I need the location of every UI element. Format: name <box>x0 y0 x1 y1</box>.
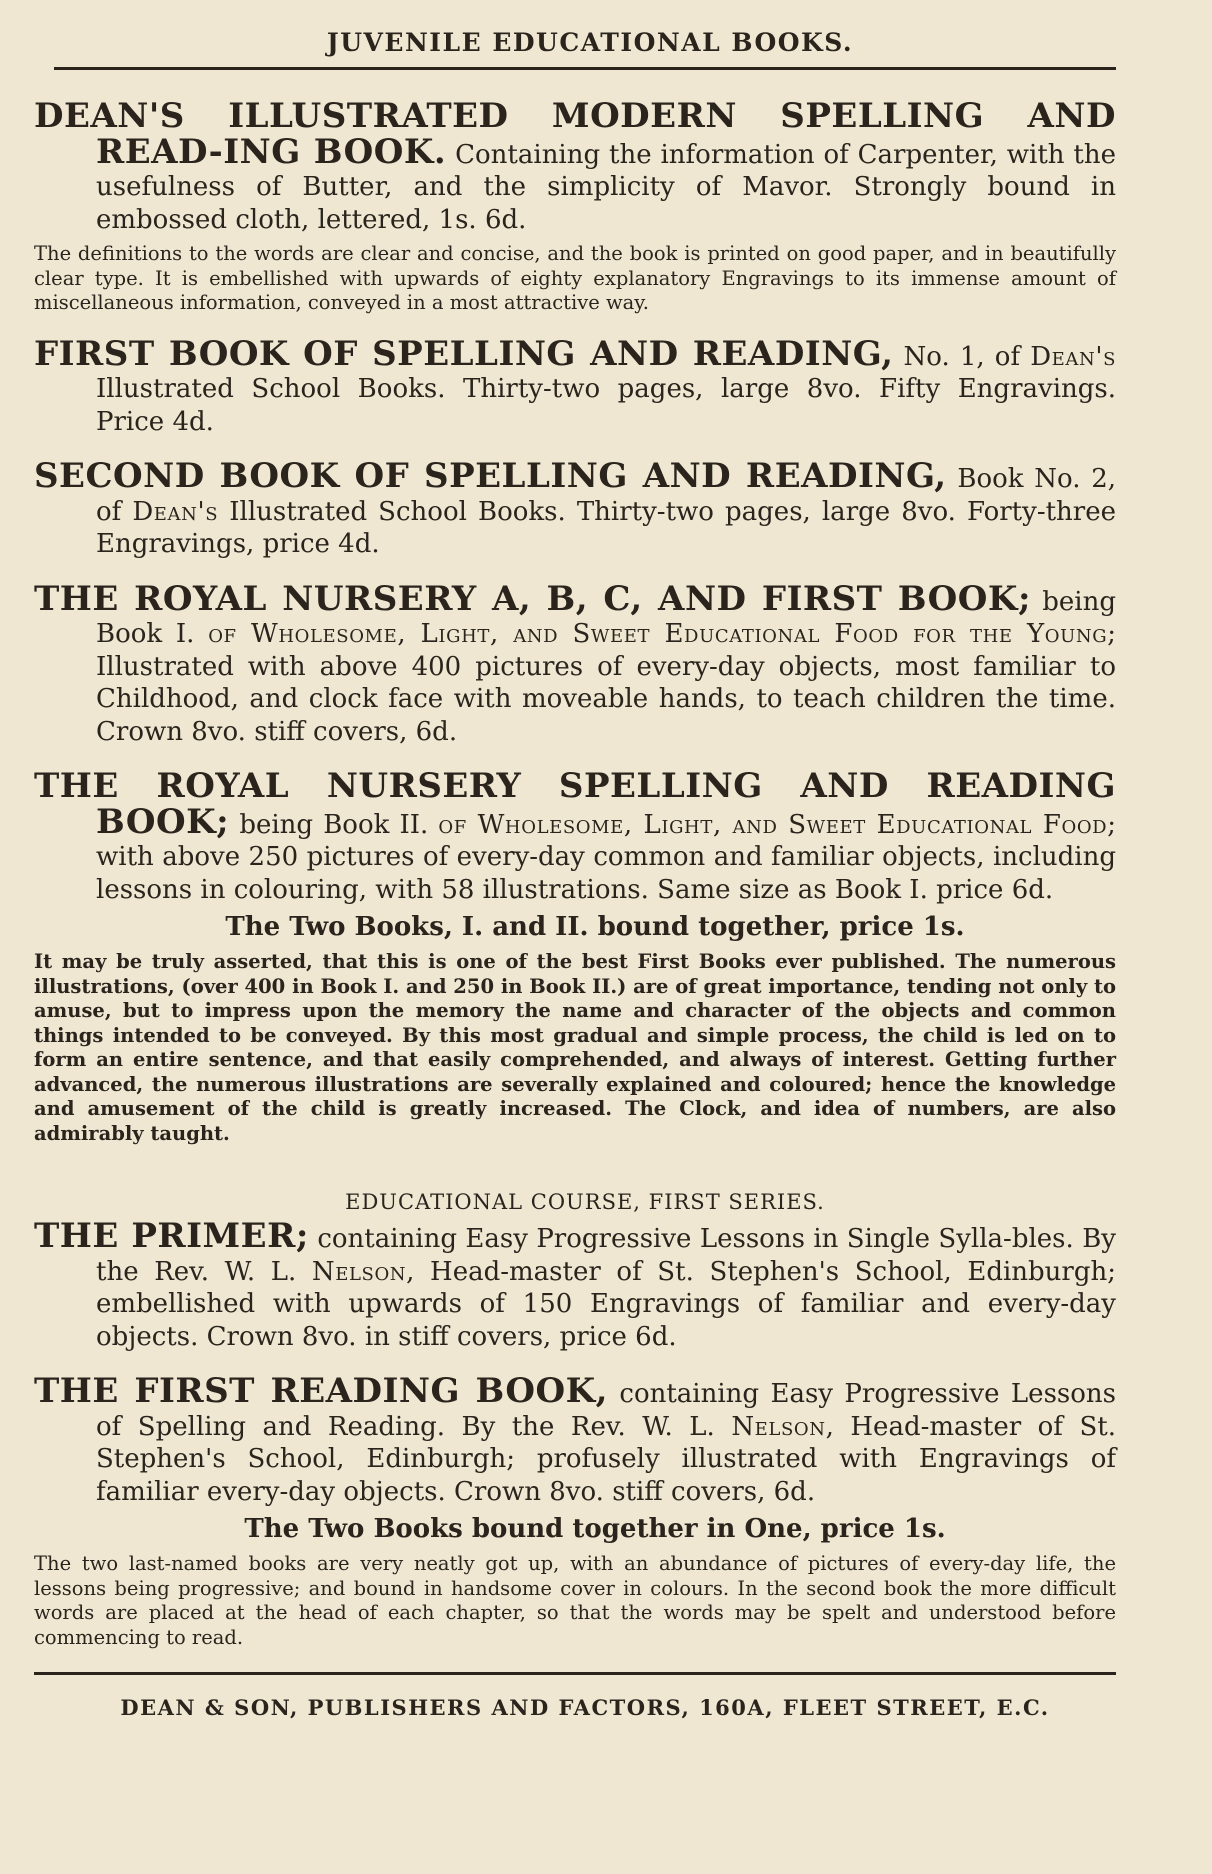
book-entry <box>34 456 1117 561</box>
entry-title: THE PRIMER; <box>34 1216 309 1256</box>
entry-description: ; Illustrated with above 400 pictures of every-day objects, most familiar to Childhood, and clock face with moveable hands, to teach children the time. Crown 8vo. stiff covers, 6d. <box>96 619 1117 747</box>
entry-prefix: being Book II. <box>229 809 439 840</box>
entry-title: DEAN'S ILLUSTRATED MODERN SPELLING AND READ-ING BOOK. <box>34 96 1116 172</box>
entry-text <box>34 333 1117 439</box>
book-entry <box>34 766 1116 1146</box>
entry-note: The definitions to the words are clear and concise, and the book is printed on good paper, and in beautifully clear type. It is embellished with upwards of eighty explanatory Engravings to its immense amount of miscellaneous information, conveyed in a most attractive way. <box>34 242 1116 314</box>
publisher-footer: DEAN & SON, PUBLISHERS AND FACTORS, 160A, FLEET STREET, E.C. <box>120 1695 1050 1720</box>
book-entry <box>34 1371 1116 1650</box>
entry-text <box>34 1216 1117 1353</box>
entry-small-caps: Nelson <box>311 1256 407 1287</box>
entry-title: THE ROYAL NURSERY SPELLING AND READING BOOK; <box>34 766 1116 842</box>
entry-title: THE ROYAL NURSERY A, B, C, AND FIRST BOOK; <box>34 578 1032 619</box>
entry-small-caps: Dean's <box>132 496 219 527</box>
book-entry <box>34 96 1116 316</box>
entry-description: ; with above 250 pictures of every-day common and familiar objects, including lessons in colouring, with 58 illustrations. Same size as Book I. price 6d. <box>96 809 1116 905</box>
entry-prefix: No. 1, of <box>893 341 1031 372</box>
entry-small-caps: Nelson <box>731 1411 826 1442</box>
entry-note: The two last-named books are very neatly got up, with an abundance of pictures of every-day life, the lessons being progressive; and bound in handsome cover in colours. In the second book the more difficult words are placed at the head of each chapter, so that the words may be spelt and understood before commencing to read. <box>34 1552 1116 1649</box>
entry-note: It may be truly asserted, that this is one of the best First Books ever published. The numerous illustrations, (over 400 in Book I. and 250 in Book II.) are of great importance, tending not only to amuse, but to impress upon the memory the name and character of the objects and common things intended to be conveyed. By this most gradual and simple process, the child is led on to form an entire sentence, and that easily comprehended, and always of interest. Getting further advanced, the numerous illustrations are severally explained and coloured; hence the knowledge and amusement of the child is greatly increased. The Clock, and idea of numbers, are also admirably taught. <box>34 950 1116 1145</box>
entry-prefix: containing Easy Progressive Lessons of Spelling and Reading. By the Rev. W. L. <box>96 1379 1116 1442</box>
entry-description: Containing the information of Carpenter, with the usefulness of Butter, and the simplicity of Mavor. Strongly bound in embossed cloth, lettered, 1s. 6d. <box>96 139 1116 235</box>
running-head: JUVENILE EDUCATIONAL BOOKS. <box>326 28 854 57</box>
book-entry <box>34 333 1117 439</box>
top-rule <box>54 67 1116 70</box>
entry-prefix: being Book I. <box>96 586 1117 649</box>
entry-text <box>34 1371 1116 1508</box>
entry-description: , Head-master of St. Stephen's School, Edinburgh; embellished with upwards of 150 Engravings of familiar and every-day objects. Crown 8vo. in stiff covers, price 6d. <box>96 1256 1117 1352</box>
entry-small-caps: of Wholesome, Light, and Sweet Educational Food <box>438 809 1108 840</box>
bundle-price-line: The Two Books, I. and II. bound together, price 1s. <box>225 912 965 942</box>
entry-title: FIRST BOOK OF SPELLING AND READING, <box>34 333 894 374</box>
entry-prefix: Book No. 2, of <box>96 464 1116 527</box>
series-heading: EDUCATIONAL COURSE, FIRST SERIES. <box>345 1190 825 1214</box>
book-entry <box>34 578 1117 749</box>
entry-prefix: containing Easy Progressive Lessons in Single Sylla-bles. By the Rev. W. L. <box>96 1224 1116 1287</box>
bundle-price-line: The Two Books bound together in One, price 1s. <box>244 1514 946 1544</box>
entry-title: SECOND BOOK OF SPELLING AND READING, <box>34 456 947 496</box>
entry-title: THE FIRST READING BOOK, <box>34 1371 608 1411</box>
entry-description: , Head-master of St. Stephen's School, Edinburgh; profusely illustrated with Engravings of familiar every-day objects. Crown 8vo. stiff covers, 6d. <box>96 1411 1116 1507</box>
entry-small-caps: Dean's <box>1030 341 1117 372</box>
entry-description: Illustrated School Books. Thirty-two pages, large 8vo. Fifty Engravings. Price 4d. <box>96 374 1116 437</box>
entry-text <box>34 96 1116 236</box>
entry-description: Illustrated School Books. Thirty-two pages, large 8vo. Forty-three Engravings, price 4d. <box>96 496 1117 559</box>
entry-small-caps: of Wholesome, Light, and Sweet Educational Food for the Young <box>208 619 1108 649</box>
entry-text <box>34 766 1116 906</box>
book-entry <box>34 1216 1117 1353</box>
entry-text <box>34 456 1117 561</box>
entry-text <box>34 578 1117 749</box>
bottom-rule <box>34 1672 1116 1675</box>
